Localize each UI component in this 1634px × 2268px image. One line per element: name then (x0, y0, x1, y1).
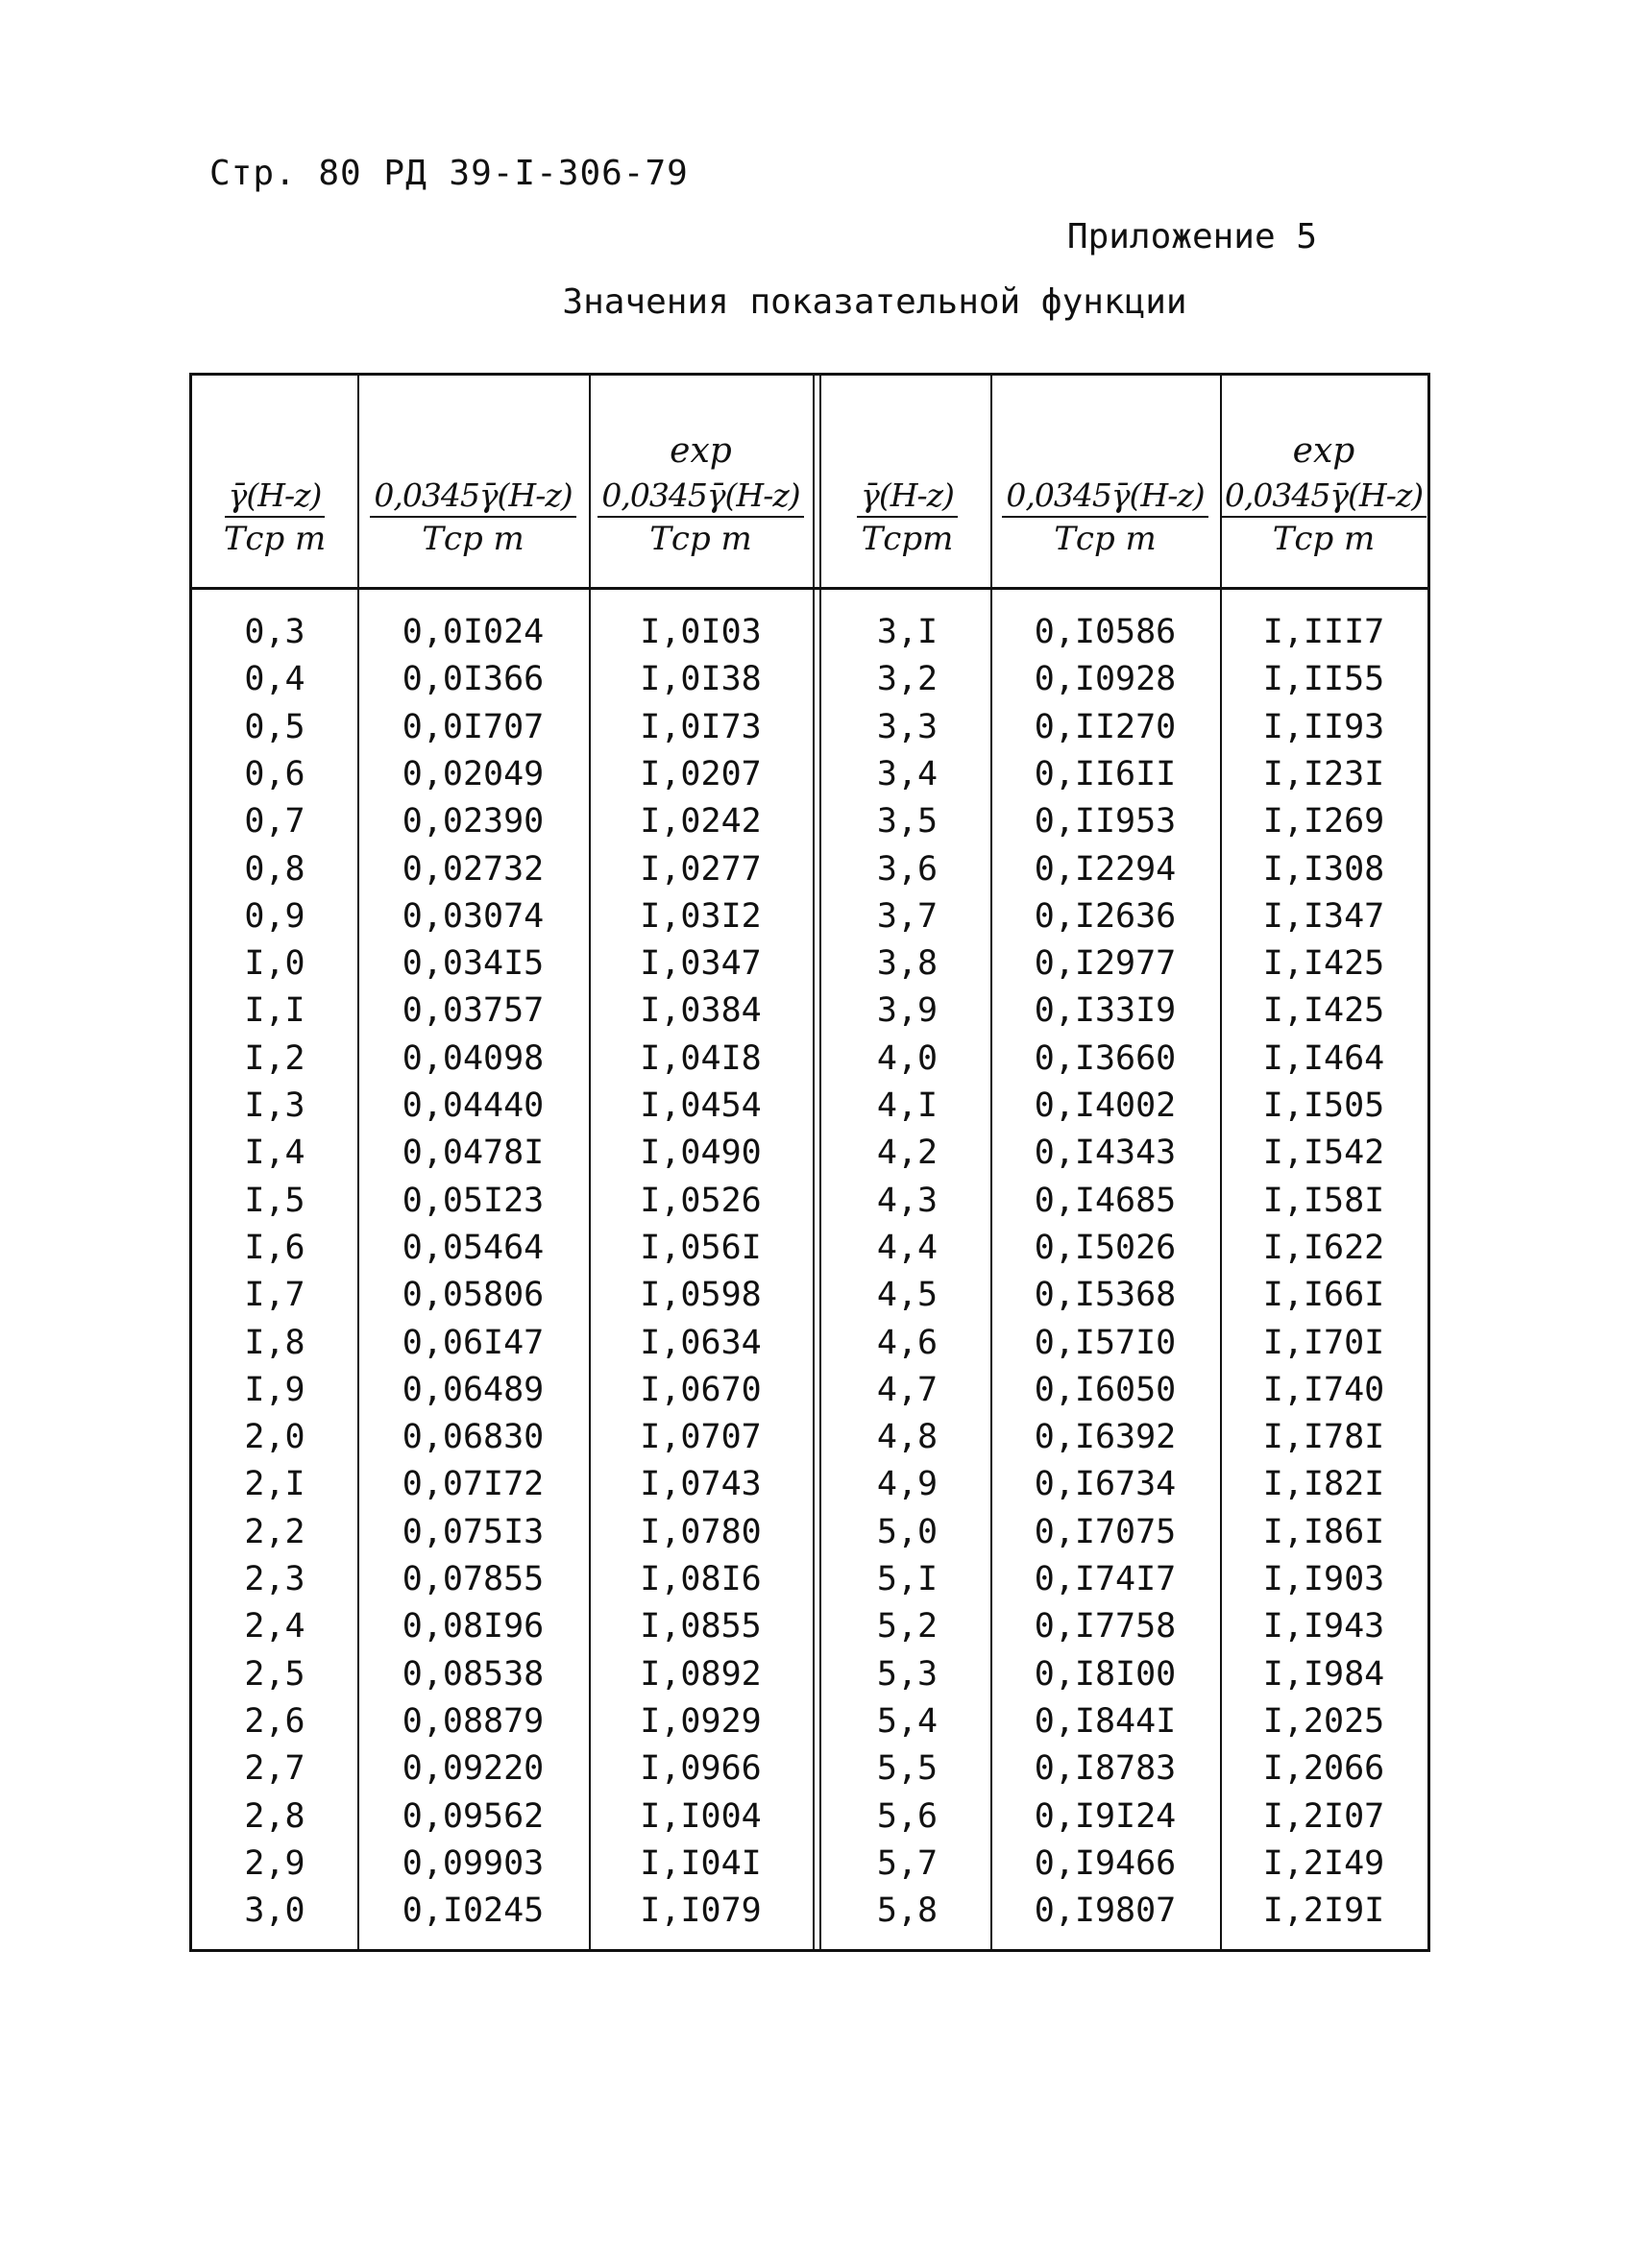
table-cell: 0,09220 (402, 1749, 545, 1789)
table-cell: 0,I7758 (1034, 1607, 1177, 1646)
table-cell: 5,8 (876, 1891, 939, 1931)
table-cell: 5,6 (876, 1796, 939, 1836)
table-cell: 0,I6050 (1034, 1370, 1177, 1409)
table-cell: 0,4 (244, 660, 305, 699)
table-cell: 5,0 (876, 1512, 939, 1551)
header-cell (990, 376, 1220, 587)
header-denominator: Tср m (223, 520, 327, 558)
table-cell: I,0384 (640, 991, 762, 1031)
table-cell: I,I58I (1262, 1181, 1385, 1220)
table-cell: 2,6 (244, 1701, 305, 1741)
table-cell: I,9 (244, 1370, 305, 1409)
table-cell: 0,I2977 (1034, 944, 1177, 984)
table-cell: 0,I2294 (1034, 849, 1177, 889)
table-cell: I,2 (244, 1038, 305, 1078)
table-cell: 0,05806 (402, 1276, 545, 1315)
table-cell: 0,I0928 (1034, 660, 1177, 699)
table-cell: I,2025 (1262, 1701, 1385, 1741)
table-cell: I,0966 (640, 1749, 762, 1789)
table-cell: 0,07I72 (402, 1465, 545, 1504)
header-cell (589, 376, 813, 587)
table-cell: 4,9 (876, 1465, 939, 1504)
table-cell: I,I (244, 991, 305, 1031)
table-cell: 0,09903 (402, 1843, 545, 1883)
header-numerator: 0,0345γ̄(H-z) (1221, 476, 1427, 518)
table-cell: 5,I (876, 1560, 939, 1598)
table-cell: I,I86I (1262, 1512, 1385, 1551)
table-cell: 0,8 (244, 849, 305, 889)
table-cell: I,I78I (1262, 1418, 1385, 1457)
table-cell: 2,8 (244, 1796, 305, 1836)
table-cell: 0,08879 (402, 1701, 545, 1741)
table-cell: I,I425 (1262, 991, 1385, 1031)
table-cell: 0,I9I24 (1034, 1796, 1177, 1836)
table-cell: 0,04440 (402, 1086, 545, 1125)
table-cell: 0,I8783 (1034, 1749, 1177, 1789)
column-divider (357, 376, 359, 1949)
table-cell: I,0743 (640, 1465, 762, 1504)
table-title: Значения показательной функции (562, 282, 1187, 322)
table-cell: I,I464 (1262, 1038, 1385, 1078)
table-cell: I,0780 (640, 1512, 762, 1551)
table-cell: 0,I5026 (1034, 1228, 1177, 1267)
table-cell: I,I943 (1262, 1607, 1385, 1646)
table-cell: 2,I (244, 1465, 305, 1504)
table-cell: I,0242 (640, 802, 762, 841)
table-cell: I,03I2 (640, 896, 762, 936)
table-cell: 5,4 (876, 1701, 939, 1741)
table-cell: 0,6 (244, 754, 305, 793)
table-cell: 3,0 (244, 1891, 305, 1931)
table-cell: 0,07855 (402, 1560, 545, 1598)
table-cell: I,I542 (1262, 1134, 1385, 1173)
table-cell: 0,I4343 (1034, 1134, 1177, 1173)
header-cell (1220, 376, 1427, 587)
table-cell: 3,5 (876, 802, 939, 841)
table-cell: I,8 (244, 1323, 305, 1362)
table-cell: 0,I74I7 (1034, 1560, 1177, 1598)
table-cell: 0,I5368 (1034, 1276, 1177, 1315)
table-cell: 4,0 (876, 1038, 939, 1078)
table-cell: 0,I3660 (1034, 1038, 1177, 1078)
table-cell: I,I82I (1262, 1465, 1385, 1504)
table-cell: 0,04098 (402, 1038, 545, 1078)
table-cell: 0,I0245 (402, 1891, 545, 1931)
table-cell: I,I740 (1262, 1370, 1385, 1409)
header-denominator: Tср m (422, 520, 524, 558)
header-exp: exp (670, 431, 732, 471)
header-numerator: 0,0345γ̄(H-z) (598, 476, 803, 518)
table-cell: 4,I (876, 1086, 939, 1125)
table-cell: 0,0I024 (402, 613, 545, 651)
table-cell: 3,4 (876, 754, 939, 793)
header-cell (824, 376, 990, 587)
table-cell: 3,9 (876, 991, 939, 1031)
table-cell: I,5 (244, 1181, 305, 1220)
double-column-divider (813, 376, 821, 1949)
table-cell: 4,6 (876, 1323, 939, 1362)
table-cell: 3,7 (876, 896, 939, 936)
table-cell: I,08I6 (640, 1560, 762, 1598)
table-cell: 5,5 (876, 1749, 939, 1789)
table-cell: I,0 (244, 944, 305, 984)
table-cell: 0,0I707 (402, 707, 545, 746)
column-divider (1220, 376, 1222, 1949)
table-cell: I,I66I (1262, 1276, 1385, 1315)
appendix-label: Приложение 5 (1066, 217, 1317, 256)
table-cell: 2,0 (244, 1418, 305, 1457)
table-cell: 4,3 (876, 1181, 939, 1220)
table-cell: 0,I9466 (1034, 1843, 1177, 1883)
table-cell: I,0I03 (640, 613, 762, 651)
table-cell: 0,I8I00 (1034, 1654, 1177, 1694)
table-cell: 4,8 (876, 1418, 939, 1457)
table-cell: I,I505 (1262, 1086, 1385, 1125)
table-cell: 0,034I5 (402, 944, 545, 984)
table-cell: 0,08I96 (402, 1607, 545, 1646)
exponential-function-table (189, 373, 1430, 1952)
table-cell: 0,7 (244, 802, 305, 841)
table-cell: I,04I8 (640, 1038, 762, 1078)
table-cell: 0,5 (244, 707, 305, 746)
table-cell: 5,2 (876, 1607, 939, 1646)
table-cell: 0,03074 (402, 896, 545, 936)
table-cell: 0,02049 (402, 754, 545, 793)
table-cell: 5,7 (876, 1843, 939, 1883)
table-cell: I,0526 (640, 1181, 762, 1220)
table-cell: I,I347 (1262, 896, 1385, 936)
table-cell: 2,2 (244, 1512, 305, 1551)
table-cell: I,0855 (640, 1607, 762, 1646)
table-cell: 5,3 (876, 1654, 939, 1694)
column-divider (589, 376, 591, 1949)
table-cell: I,0670 (640, 1370, 762, 1409)
table-cell: I,2I49 (1262, 1843, 1385, 1883)
table-cell: I,0634 (640, 1323, 762, 1362)
header-exp: exp (1292, 431, 1355, 471)
table-cell: I,0598 (640, 1276, 762, 1315)
table-cell: 3,3 (876, 707, 939, 746)
table-cell: I,056I (640, 1228, 762, 1267)
table-cell: 0,II6II (1034, 754, 1177, 793)
header-denominator: Tср m (1054, 520, 1157, 558)
table-cell: I,0277 (640, 849, 762, 889)
table-cell: 0,II953 (1034, 802, 1177, 841)
header-numerator: γ̄(H-z) (857, 476, 958, 518)
table-cell: I,I70I (1262, 1323, 1385, 1362)
table-cell: 0,08538 (402, 1654, 545, 1694)
table-cell: I,0707 (640, 1418, 762, 1457)
table-cell: 0,075I3 (402, 1512, 545, 1551)
table-cell: I,I903 (1262, 1560, 1385, 1598)
table-cell: 0,05464 (402, 1228, 545, 1267)
table-cell: 2,3 (244, 1560, 305, 1598)
table-cell: 0,02732 (402, 849, 545, 889)
table-cell: I,I04I (640, 1843, 762, 1883)
table-cell: 3,8 (876, 944, 939, 984)
table-cell: 0,II270 (1034, 707, 1177, 746)
table-cell: 0,09562 (402, 1796, 545, 1836)
table-cell: I,0I73 (640, 707, 762, 746)
table-cell: I,II93 (1262, 707, 1385, 746)
table-cell: 0,I844I (1034, 1701, 1177, 1741)
table-cell: 2,9 (244, 1843, 305, 1883)
header-denominator: Tср m (649, 520, 752, 558)
table-cell: I,I23I (1262, 754, 1385, 793)
table-cell: I,2I07 (1262, 1796, 1385, 1836)
table-cell: I,2066 (1262, 1749, 1385, 1789)
table-cell: 4,5 (876, 1276, 939, 1315)
table-cell: 0,I2636 (1034, 896, 1177, 936)
table-cell: 0,9 (244, 896, 305, 936)
header-numerator: γ̄(H-z) (225, 476, 326, 518)
table-cell: 4,7 (876, 1370, 939, 1409)
table-cell: I,0I38 (640, 660, 762, 699)
table-cell: I,7 (244, 1276, 305, 1315)
table-cell: 0,I4685 (1034, 1181, 1177, 1220)
table-cell: 0,I57I0 (1034, 1323, 1177, 1362)
table-cell: 0,I33I9 (1034, 991, 1177, 1031)
table-cell: I,3 (244, 1086, 305, 1125)
table-cell: 0,03757 (402, 991, 545, 1031)
table-cell: I,4 (244, 1134, 305, 1173)
table-cell: 4,2 (876, 1134, 939, 1173)
table-cell: I,I269 (1262, 802, 1385, 841)
table-cell: 3,2 (876, 660, 939, 699)
table-cell: I,2I9I (1262, 1891, 1385, 1931)
table-cell: I,I622 (1262, 1228, 1385, 1267)
table-cell: 3,6 (876, 849, 939, 889)
column-divider (990, 376, 992, 1949)
table-cell: 2,7 (244, 1749, 305, 1789)
table-cell: I,0454 (640, 1086, 762, 1125)
table-cell: 0,0478I (402, 1134, 545, 1173)
table-cell: I,0892 (640, 1654, 762, 1694)
header-numerator: 0,0345γ̄(H-z) (1002, 476, 1207, 518)
table-cell: I,II55 (1262, 660, 1385, 699)
table-cell: 0,02390 (402, 802, 545, 841)
table-cell: I,6 (244, 1228, 305, 1267)
table-cell: 0,0I366 (402, 660, 545, 699)
table-cell: I,0490 (640, 1134, 762, 1173)
header-cell (357, 376, 589, 587)
table-cell: 0,I0586 (1034, 613, 1177, 651)
header-denominator: Tсрm (861, 520, 954, 558)
table-cell: 0,06830 (402, 1418, 545, 1457)
table-cell: I,I004 (640, 1796, 762, 1836)
table-cell: 0,06489 (402, 1370, 545, 1409)
table-cell: 0,3 (244, 613, 305, 651)
table-cell: I,0929 (640, 1701, 762, 1741)
table-cell: I,I308 (1262, 849, 1385, 889)
table-cell: 0,I6734 (1034, 1465, 1177, 1504)
table-cell: 0,06I47 (402, 1323, 545, 1362)
table-cell: I,0347 (640, 944, 762, 984)
page-header: Стр. 80 РД 39-I-306-79 (209, 154, 689, 193)
table-cell: 2,5 (244, 1654, 305, 1694)
table-cell: I,I079 (640, 1891, 762, 1931)
table-cell: I,I425 (1262, 944, 1385, 984)
header-cell (192, 376, 357, 587)
table-cell: 0,I9807 (1034, 1891, 1177, 1931)
header-denominator: Tср m (1272, 520, 1376, 558)
table-cell: 2,4 (244, 1607, 305, 1646)
table-cell: I,0207 (640, 754, 762, 793)
header-numerator: 0,0345γ̄(H-z) (370, 476, 575, 518)
table-cell: 4,4 (876, 1228, 939, 1267)
table-cell: 0,I6392 (1034, 1418, 1177, 1457)
table-cell: 0,05I23 (402, 1181, 545, 1220)
table-header (192, 376, 1427, 590)
table-cell: 3,I (876, 613, 939, 651)
table-cell: 0,I7075 (1034, 1512, 1177, 1551)
table-cell: I,III7 (1262, 613, 1385, 651)
table-cell: 0,I4002 (1034, 1086, 1177, 1125)
table-cell: I,I984 (1262, 1654, 1385, 1694)
